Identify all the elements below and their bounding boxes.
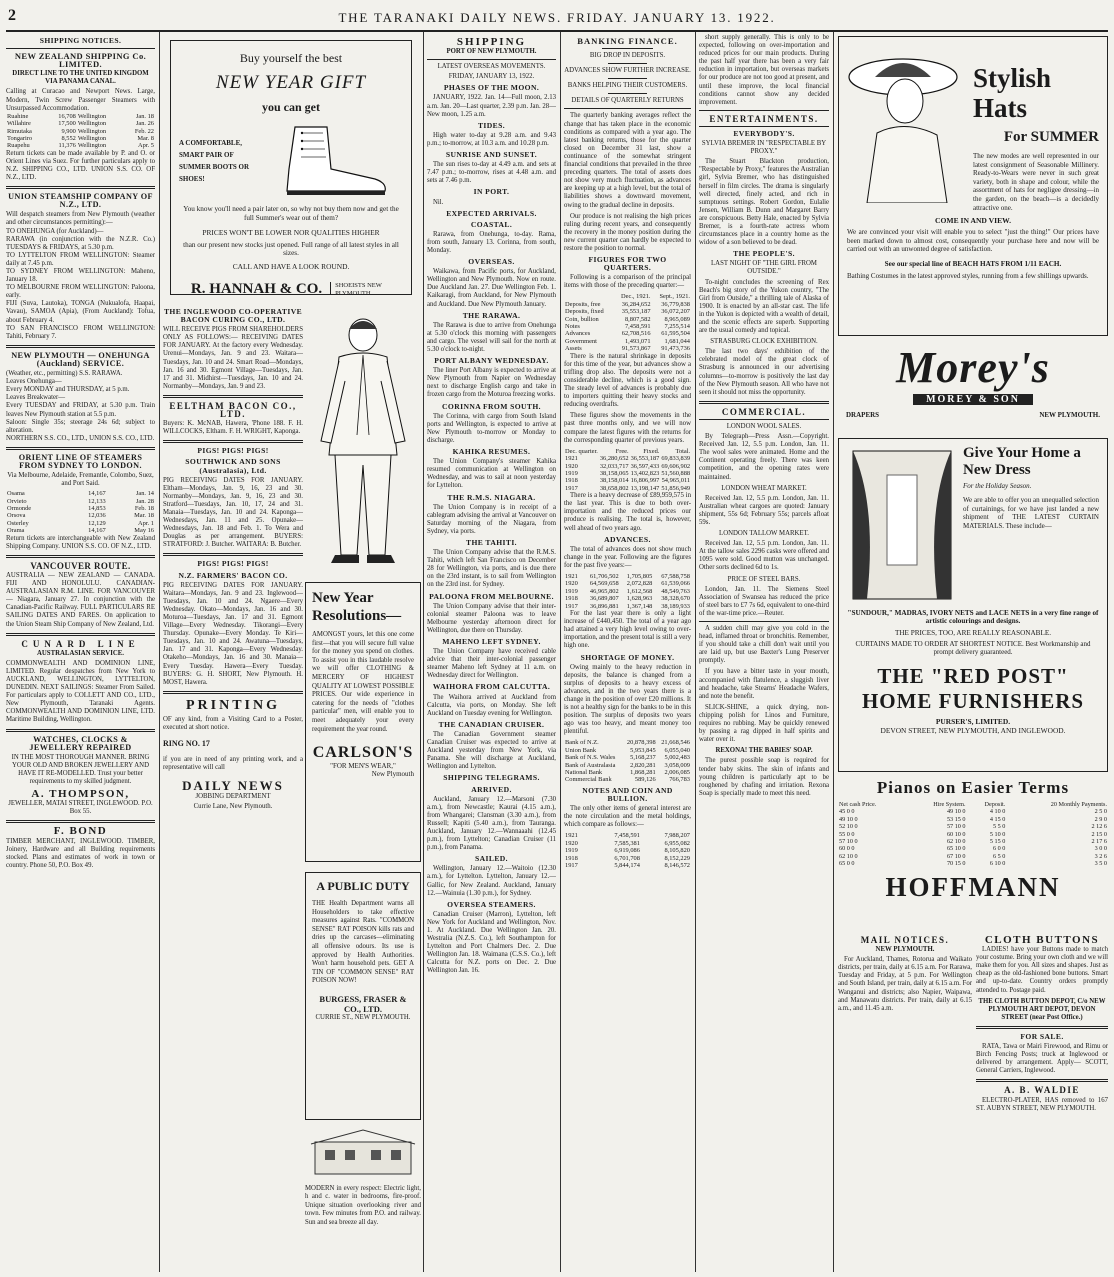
advertiser-logo: Morey's (896, 343, 1050, 392)
ad-body: Will despatch steamers from New Plymouth (weather and other circumstances permitting):— TO ONEHUNGA (for Auckland)— RARAWA (in conjunction with the N.Z.R. Co.) TUESDAYS & FRIDAYS, at 5.30 p.m. TO LYTTELTON FROM WELLINGTON: Steamer daily at 7.45 p.m. TO SYDNEY FROM WELLINGTON: Maheno, January 18. TO MELBOURNE FROM WELLINGTON: Paloona, early. FIJI (Suva, Lautoka), TONGA (Nukualofa, Haapai, Vavau), SAMOA (Apia), (From Auckland): Tofua, about February 4. TO SAN FRANCISCO FROM WELLINGTON: Tahiti, February 7. (6, 211, 155, 340)
column-rule (833, 32, 834, 1272)
ad-title: ORIENT LINE OF STEAMERS FROM SYDNEY TO LONDON. (18, 452, 143, 470)
rat-poison-ad (305, 872, 421, 1120)
ad-title: DAILY NEWS (182, 778, 284, 794)
advertiser-name: HOME FURNISHERS (861, 689, 1085, 713)
article-text: For the last year there is only a light increase of £440,450. The total of a year ago had attained a very high level owing to over-importation, and the present total is still a very high one. (564, 610, 691, 650)
sailing-table (6, 490, 155, 534)
article-text: The Union Company advise that their inter-colonial steamer Paloona was to leave Melbourne yesterday afternoon direct for Wellington, due there on Thursday. (427, 602, 556, 634)
advertiser-name: HOFFMANN (885, 871, 1061, 902)
article-text: Waikawa, from Pacific ports, for Auckland, Wellington and New Plymouth. Now en route. Due Auckland Jan. 27. Due Wellington Feb. 1. Kaikaragi, from Auckland, for New Plymouth and Auckland. Due New Plymouth January. (427, 268, 556, 308)
ad-title: SOUTHWICK AND SONS (Australasia), Ltd. (185, 457, 281, 475)
banks-table (564, 739, 691, 783)
article-text: If you have a bitter taste in your mouth, accompanied with flatulence, a sluggish liver and headache, take Stearns' Headache Wafers, and note the benefit. (699, 668, 829, 700)
ad-banner: PIGS! PIGS! PIGS! (197, 559, 269, 569)
table-row: Government 1,493,071 1,681,044 (565, 337, 690, 345)
advertiser-name: THE "RED POST" (877, 664, 1069, 688)
table-row: 1918 6,701,708 8,152,229 (565, 854, 690, 862)
advertiser-name: CARLSON'S (312, 744, 414, 762)
subhead: THE PEOPLE'S. (733, 249, 795, 259)
subhead: REXONA! THE BABIES' SOAP. (715, 747, 813, 755)
table-row: Union Bank 5,953,845 6,055,040 (565, 746, 690, 754)
section-subheading: LATEST OVERSEAS MOVEMENTS. (437, 63, 546, 71)
ad-body: THE PRICES, TOO, ARE REALLY REASONABLE. (894, 629, 1052, 637)
article-text: Received Jan. 12, 5.5 p.m. London, Jan. 11. Australian wheat cargoes are quoted: January shipment, 55s 6d; February 55s; parcels afloat 59s. (699, 494, 829, 526)
ad-address: THE CLOTH BUTTON DEPOT, C/o NEW PLYMOUTH ART DEPOT, DEVON STREET (near Post Office.) (978, 997, 1106, 1021)
divider (163, 553, 303, 556)
section-subheading: PORT OF NEW PLYMOUTH. (446, 48, 537, 56)
table-header: Net cash Price. Hire System. Deposit. 20 Monthly Payments. (839, 801, 1107, 808)
table-row: 60 0 0 65 10 0 6 0 0 3 0 0 (839, 845, 1107, 853)
table-row: Ruahine 16,708 Wellington Jan. 18 (7, 112, 154, 120)
advertiser-tag: SHOEISTS NEW PLYMOUTH (330, 282, 391, 296)
divider (608, 78, 646, 79)
section-heading: MAIL NOTICES. (860, 935, 950, 945)
divider (427, 59, 556, 60)
article-text: There is the natural shrinkage in deposits for this time of the year, but advances show a trifling drop also. The deposits were not a considerable decline, which is a good sign. The steady level of advances is probably due to importers quitting their heavy stocks and reducing overdrafts. (564, 352, 691, 409)
divider (6, 633, 155, 636)
advertiser-name: R. HANNAH & CO. (190, 281, 323, 295)
article-text: JANUARY, 1922. Jan. 14—Full moon, 2.13 a.m. Jan. 20—Last quarter, 2.39 p.m. Jan. 28—New moon, 1.25 a.m. (427, 94, 556, 118)
table-row: Ormonde 14,853 Feb. 18 (7, 505, 154, 513)
divider (699, 110, 829, 111)
ad-headline: CLOTH BUTTONS (984, 934, 1100, 946)
table-row: Orsova 12,036 Mar. 18 (7, 512, 154, 520)
subhead: PHASES OF THE MOON. (443, 83, 540, 93)
carlsons-ad (305, 582, 421, 862)
moreys-ad (838, 342, 1108, 432)
table-row: 65 0 0 70 15 0 6 10 0 3 5 0 (839, 860, 1107, 868)
ad-callout: COME IN AND VIEW. (935, 216, 1011, 226)
subhead: LONDON WOOL SALES. (726, 422, 802, 430)
ad-body: Bathing Costumes in the latest approved styles, running from a few shillings upwards. (847, 271, 1089, 280)
article-text: The purest possible soap is required for tender baby skins. The skin of infants and young children is particularly apt to be roughened by chafing and irritation. Rexona Soap is specially made to meet this need. (699, 757, 829, 797)
ad-offer: See our special line of BEACH HATS FROM 1/11 EACH. (884, 259, 1062, 268)
ad-body: (Weather, etc., permitting) S.S. RARAWA. Leaves Onehunga— Every MONDAY and THURSDAY, at 5 p.m. Leaves Breakwater— Every TUESDAY and FRIDAY, at 5.30 p.m. Train leaves New Plymouth station at 5.5 p.m. Saloon: Single 35s; steerage 24s 6d; subject to alteration. NORTHERN S.S. CO., LTD., UNION S.S. CO., LTD. (6, 370, 155, 442)
article-text: The total of advances does not show much change in the year. Following are the figures for the past five years:— (564, 545, 691, 569)
subhead: SYLVIA BREMER IN "RESPECTABLE BY PROXY." (701, 140, 827, 156)
red-post-ad (838, 438, 1108, 772)
article-text: Rarawa, from Onehunga, to-day. Rama, from south, January 13. Corinna, from south, Monday. (427, 230, 556, 254)
hotel-illustration (305, 1128, 421, 1176)
divider (699, 126, 829, 127)
table-row: National Bank 1,868,281 2,006,085 (565, 769, 690, 777)
ad-body: CURTAINS MADE TO ORDER AT SHORTEST NOTICE. Best Workmanship and prompt delivery guaranteed. (855, 640, 1091, 656)
lady-in-hat-illustration (847, 43, 967, 203)
ad-body: Buyers: K. McNAB, Hawera, 'Phone 188. F. H. WILLCOCKS, Eltham. F. H. WRIGHT, Kaponga. (163, 420, 303, 436)
table-row: Willahire 17,500 Wellington Jan. 26 (7, 120, 154, 128)
article-text: The only other items of general interest are the note circulation and the metal holdings, which compare as follows:— (564, 805, 691, 829)
article-text: The Union Company's steamer Kahika resumed communication at Wellington on Wednesday, and was to sail at noon yesterday for Lyttelton. (427, 458, 556, 490)
ad-title: NEW ZEALAND SHIPPING Co. LIMITED. (14, 51, 147, 70)
advertiser-address: DEVON STREET, NEW PLYMOUTH, AND INGLEWOOD. (880, 726, 1066, 735)
subhead: IN PORT. (473, 187, 510, 197)
ad-title: UNION STEAMSHIP COMPANY OF N.Z., LTD. (8, 192, 153, 210)
ad-body: PIG RECEIVING DATES FOR JANUARY. Eltham—Mondays, Jan. 9, 16, 23 and 30. Normanby—Mondays, Jan. 9, 16, 23 and 30. Stratford—Tuesdays, Jan. 10, 17, 24 and 31. Manaia—Tuesdays, Jan. 10 and 24. Kaponga—Wednesdays, Jan. 11 and 25. Opunake—Wednesdays, Jan. 18 and Feb. 1. To Wera and Douglas as per arrangement. BUYERS: STRATFORD: J. Butcher. WAITARA: B. Butcher. (163, 476, 303, 549)
subhead: ADVANCES. (604, 534, 651, 544)
subhead: TIDES. (477, 120, 506, 130)
table-row: 45 0 0 49 10 0 4 10 0 2 5 0 (839, 808, 1107, 816)
piano-price-table (838, 801, 1108, 868)
table-row: 1921 7,458,591 7,988,207 (565, 832, 690, 840)
section-heading: SHIPPING NOTICES. (39, 36, 122, 45)
subhead: COASTAL. (470, 219, 513, 229)
table-row: Bank of N.Z. 20,878,398 21,668,546 (565, 739, 690, 747)
table-row: Osterley 12,129 Apr. 1 (7, 519, 154, 527)
article-text: The sun rises to-day at 4.49 a.m. and sets at 7.47 p.m.; to-morrow, rises at 4.48 a.m. and sets at 7.46 p.m. (427, 161, 556, 185)
divider (699, 419, 829, 420)
table-row: Coin, bullion 8,807,582 8,965,089 (565, 315, 690, 323)
subhead: PORT ALBANY WEDNESDAY. (434, 356, 549, 366)
ad-title: FOR SALE. (1020, 1031, 1064, 1041)
subhead: CORINNA FROM SOUTH. (442, 401, 541, 411)
ad-subheadline: For SUMMER (1003, 129, 1099, 145)
ad-title: VANCOUVER ROUTE. (30, 560, 131, 571)
table-row: 1918 38,158,014 16,806,997 54,965,011 (565, 477, 691, 485)
divider (163, 395, 303, 398)
masthead (0, 0, 1114, 30)
subhead: SUNRISE AND SUNSET. (445, 150, 538, 160)
subhead: OVERSEA STEAMERS. (447, 899, 536, 909)
ad-title: EELTHAM BACON CO., LTD. (169, 400, 297, 420)
subhead: PRICE OF STEEL BARS. (727, 575, 801, 583)
article-text: The Union Company is in receipt of a cablegram advising the arrival at Vancouver on Saturday morning of the Niagara, from Sydney, via ports. (427, 503, 556, 535)
subhead: PALOONA FROM MELBOURNE. (429, 591, 554, 601)
table-row: Ruapehu 11,376 Wellington Apr. 5 (7, 142, 154, 150)
cloth-buttons-and-notices (976, 932, 1108, 1270)
ad-subtitle: AUSTRALASIAN SERVICE. (36, 649, 124, 657)
table-row: 49 10 0 53 15 0 4 15 0 2 9 0 (839, 815, 1107, 823)
table-row: 1917 5,844,174 8,146,572 (565, 861, 690, 869)
divider (163, 691, 303, 694)
subhead: SHIPPING TELEGRAMS. (443, 773, 540, 783)
column-shipping-notices (6, 34, 155, 1270)
gentleman-illustration (305, 305, 421, 575)
ad-body: COMMONWEALTH AND DOMINION LINE, LIMITED. Regular despatches from New York to AUCKLAND, WELLINGTON, LYTTELTON, DUNEDIN. NEXT SAILINGS: Steamer From Sailed. For particulars apply to COLLETT AND CO., LTD., New Plymouth, Taranaki Agents. COMMONWEALTH AND DOMINION LINE, LTD. Maritime Building, Wellington. (6, 659, 155, 724)
advertiser-name: A. B. WALDIE (1004, 1085, 1080, 1096)
ad-title: WATCHES, CLOCKS & JEWELLERY REPAIRED (29, 734, 132, 752)
table-row: 1921 36,280,652 36,553,187 69,833,839 (565, 455, 691, 463)
advertiser-address: CURRIE ST., NEW PLYMOUTH. (315, 1013, 411, 1021)
table-row: Notes 7,458,591 7,255,514 (565, 323, 690, 331)
table-row: Rimutaka 9,900 Wellington Feb. 22 (7, 127, 154, 135)
carlsons-illustration (305, 305, 421, 575)
ad-phone: RING NO. 17 (163, 739, 210, 749)
advertiser-name: MOREY & SON (913, 394, 1033, 405)
divider (699, 401, 829, 404)
table-row: Orama 14,167 May 16 (7, 527, 154, 535)
article-text: Wellington, January 12.—Waitoio (12.30 a.m.), for Lyttelton. Lyttelton, January 12.—Gallic, for New Zealand. Auckland, January 12.—Wainuia (1.30 p.m.), for Sydney. (427, 865, 556, 897)
article-text: Following is a comparison of the principal items with those of the preceding quarter:— (564, 274, 691, 290)
subhead: LAST NIGHT OF "THE GIRL FROM OUTSIDE." (711, 260, 817, 276)
table-row: Tongariro 8,552 Wellington Mar. 8 (7, 134, 154, 142)
advertiser-company: PURSER'S, LIMITED. (935, 717, 1011, 726)
figures-table (564, 293, 691, 352)
divider (6, 820, 155, 823)
article-deck: DETAILS OF QUARTERLY RETURNS (571, 97, 684, 105)
article-text: Nil. (433, 198, 444, 206)
ad-body: if you are in need of any printing work, and a representative will call (163, 756, 303, 772)
article-text: The Canadian Government steamer Canadian Cruiser was expected to arrive at Auckland yesterday from New York, via Panama. She will discharge at Auckland, Wellington and Lyttelton. (427, 730, 556, 771)
column-rule (423, 32, 424, 1272)
article-text: London, Jan. 11. The Siemens Steel Association of Swansea has reduced the price of steel bars to £7 7s 6d, equivalent to one-third of the war-time price.—Reuter. (699, 585, 829, 617)
divider (6, 555, 155, 558)
column-banking-finance (564, 34, 691, 1270)
article-text: The Corinna, with cargo from South Island ports and Wellington, is expected to arrive at New Plymouth to-morrow or Monday to discharge. (427, 412, 556, 444)
ad-subheadline: you can get (262, 100, 320, 114)
ad-headline: New Year Resolutions— (312, 590, 402, 624)
ad-body: AUSTRALIA — NEW ZEALAND — CANADA. FIJI AND HONOLULU. CANADIAN-AUSTRALASIAN R.M. LINE. FOR VANCOUVER— Niagara, January 27. In conjunction with the Canadian-Pacific Railway. FULL PARTICULARS RE SAILING DATES AND FARES. On application to the Union Steam Ship Company of New Zealand, Ltd. (6, 571, 155, 628)
article-text: For Auckland, Thames, Rotorua and Waikato districts, per train, daily at 6.15 a.m. For Rarawa, Tuesday and Friday, at 5 p.m. For Wellington and South Island, per train, daily at 6.15 a.m. For Wanganui and districts; also Napier, Waipawa, and Manawatu districts. Per train, daily at 6.15 a.m., and 11.45 a.m. (838, 956, 972, 1012)
ad-body: JEWELLER, MATAI STREET, INGLEWOOD. P.O. Box 55. (8, 800, 153, 816)
article-text: Owing mainly to the heavy reduction in deposits, the balance is changed from a surplus of deposits to a heavy excess of advances, and in the two years there is a change in the position of over £20 millions. It is not a healthy sign for the banks to be in this position. The surplus of deposits two years ago was too heavy, and meant money too plentiful. (564, 663, 691, 736)
table-header: Dec., 1921. Sept., 1921. (621, 293, 690, 301)
subhead: NOTES AND COIN AND BULLION. (582, 785, 673, 803)
table-row: Assets 91,573,867 91,473,736 (565, 345, 690, 353)
ad-body: WILL RECEIVE PIGS FROM SHAREHOLDERS ONLY AS FOLLOWS:— RECEIVING DATES FOR JANUARY. At the factory every Wednesday. Urenui—Mondays, Jan. 9 and 23. Waitara—Tuesdays, Jan. 10 and 24. Smart Road—Mondays, Jan. 16 and 30. Egmont Village—Tuesdays, Jan. 17 and 31. Midhirst—Tuesdays, Jan. 10 and 24. Normanby—Mondays, Jan. 9 and 23. (163, 326, 303, 390)
divider (699, 621, 829, 622)
mail-notices (838, 932, 972, 1270)
table-row: 62 10 0 67 10 0 6 5 0 3 2 6 (839, 852, 1107, 860)
table-row: 52 10 0 57 10 0 5 5 0 2 12 6 (839, 823, 1107, 831)
ad-body: The new modes are well represented in our latest consignment of Seasonable Millinery. Ready-to-Wears were never in such great variety, both in shape and colour, while the assortment of hats for negligee dressing—in the garden, on the beach—is a decidedly attractive one. (973, 152, 1099, 212)
table-row: 1919 46,965,802 1,612,568 48,549,763 (565, 587, 690, 595)
article-text: The Waihora arrived at Auckland from Calcutta, via ports, on Monday. She left Auckland on Tuesday evening for Wellington. (427, 693, 556, 717)
column-bacon-notices (163, 305, 303, 1270)
deposits-table (564, 448, 691, 492)
divider (6, 48, 155, 49)
ad-body: PIG RECEIVING DATES FOR JANUARY. Waitara—Mondays, Jan. 9 and 23. Inglewood—Tuesdays, Jan. 10 and 24. Ngaere—Every Wednesday. Okato—Mondays, Jan. 16 and 30. Moturoa—Tuesdays, Jan. 17 and 31. Egmont Village—Every Wednesday. Tikorangi—Every Thursday. Opunake—Every Monday. Te Kiri—Tuesdays, Jan. 10 and 24. Awatuna—Tuesdays, Jan. 17 and 31. Kaponga—Every Wednesday. Otakeho—Mondays, Jan. 16 and 30. Manaia—Every Tuesday. Hawera—Every Tuesday. BUYERS: G. H. SHORT, New Plymouth. H. MOST, Hawera. (163, 581, 303, 686)
table-row: 1918 36,689,807 1,628,963 38,328,670 (565, 595, 690, 603)
divider (608, 63, 646, 64)
article-text: These figures show the movements in the past three months only, and we will now compare the latest figures with the returns for the corresponding quarter of previous years. (564, 412, 691, 444)
article-deck: ADVANCES SHOW FURTHER INCREASE. (564, 67, 691, 75)
newspaper-title: THE TARANAKI DAILY NEWS. FRIDAY. JANUARY 13. 1922. (338, 10, 776, 25)
table-row: 1917 38,658,802 13,198,147 51,856,949 (565, 484, 691, 492)
subhead: THE TAHITI. (466, 537, 517, 547)
ad-footer: Return tickets are interchangeable with New Zealand Shipping Company. UNION S.S. CO. OF N.Z., LTD. (6, 534, 155, 550)
column-rule (560, 32, 561, 1272)
advances-table (564, 573, 691, 610)
table-row: Osama 14,167 Jan. 14 (7, 490, 154, 498)
table-row: 55 0 0 60 10 0 5 10 0 2 15 0 (839, 830, 1107, 838)
divider (6, 447, 155, 450)
ad-footer: Return tickets can be made available by P. and O. or Orient Lines via Suez. For further particulars apply to N.Z. SHIPPING CO., LTD. UNION S.S. CO. OF N.Z., LTD. (6, 149, 155, 182)
column-rule (159, 32, 160, 1272)
ad-headline: A PUBLIC DUTY (316, 879, 410, 893)
ad-body: ELECTRO-PLATER, HAS removed to 167 ST. AUBYN STREET, NEW PLYMOUTH. (976, 1096, 1108, 1112)
article-text: The Union Company have received cable advice that their inter-colonial passenger steamer Maheno left Sydney at 11 a.m. on Wednesday direct for Wellington. (427, 648, 556, 680)
column-rule (695, 32, 696, 1272)
ad-subtitle: Via Melbourne, Adelaide, Fremantle, Colombo, Suez, and Port Said. (7, 472, 154, 488)
ad-headline: Pianos on Easier Terms (876, 778, 1070, 797)
section-heading: ENTERTAINMENTS. (709, 113, 819, 124)
divider (608, 93, 646, 94)
ad-title: NEW PLYMOUTH — ONEHUNGA (Auckland) SERVICE. (11, 350, 150, 368)
article-text: Canadian Cruiser (Marron), Lyttelton, left New York for Auckland and Wellington, Nov. 1. At Auckland. Due Wellington Jan. 20. Westralia (N.Z.S. Co.), left Southampton for Lyttelton and Port Chalmers Dec. 2. Due Wellington Jan. 18. Waimana (C.S.S. Co.), left Calcutta for N.Z. ports on Dec. 2. Due Wellington Jan. 16. (427, 910, 556, 975)
ad-body: We are able to offer you an unequalled selection of curtainings, for we have just landed a new shipment of THE LATEST CURTAIN MATERIALS. These include— (963, 496, 1099, 530)
advertiser-trade: DRAPERS (846, 411, 880, 419)
ad-headline: Buy yourself the best (239, 51, 343, 65)
ad-body: IN THE MOST THOROUGH MANNER. BRING YOUR OLD AND BROKEN JEWELLERY AND HAVE IT RE-MODELLED. Trust your better requirements to my skilled judgment. (11, 753, 150, 786)
table-row: 1919 6,919,086 8,105,820 (565, 847, 690, 855)
article-text: Our produce is not realising the high prices ruling during recent years, and consequently the recovery in the money position during the new current quarter can hardly be expected to restore the position to normal. (564, 212, 691, 252)
table-row: Bank of N.S. Wales 5,168,237 5,002,483 (565, 754, 690, 762)
hoffmann-pianos-ad (838, 778, 1108, 926)
ad-body: TIMBER MERCHANT, INGLEWOOD. TIMBER, Joinery, Hardware and all Building requirements stocked. Plans and estimates of work in town or country. Phone 50, P.O. Box 49. (6, 837, 155, 869)
hannah-shoes-ad (170, 40, 412, 295)
subhead: THE R.M.S. NIAGARA. (447, 492, 536, 502)
ad-banner: PIGS! PIGS! PIGS! (197, 446, 269, 456)
subhead: STRASBURG CLOCK EXHIBITION. (710, 338, 818, 346)
divider (564, 108, 691, 109)
subhead: ARRIVED. (471, 784, 512, 794)
table-header: Dec. quarter. Free. Fixed. Total. (565, 447, 691, 455)
article-text: SLICK-SHINE, a quick drying, non-chipping polish for Linos and Furniture, requires no rubbing. May be quickly renewed by passing a rag dipped in half spirits and water over it. (699, 703, 829, 744)
stylish-hats-ad (838, 36, 1108, 336)
subhead: WAIHORA FROM CALCUTTA. (432, 682, 551, 692)
table-row: 1917 36,896,881 1,367,148 38,189,933 (565, 602, 690, 610)
divider (602, 48, 653, 49)
ad-body: than our present new stocks just opened. Full range of all latest styles in all sizes. (183, 241, 399, 257)
subhead: EXPECTED ARRIVALS. (446, 208, 537, 218)
table-row: 1919 38,158,065 13,402,823 51,560,888 (565, 469, 691, 477)
article-text: The Stuart Blackton production, "Respectable by Proxy," features the Australian girl, Sylvia Bremer, who has distinguished herself in film circles. The drama is singularly well directed, finely acted, and rich in sumptuous settings. Robert Gordon, Eulalie Jensen, William B. Dunn and Margaret Barry are conspicuous. Betty Hale, enacted by Sylvia Bremer, is a fourth-rate actress whom circumstances place in a country home as the widow of a son believed to be dead. (699, 158, 829, 247)
article-text: The last two days' exhibition of the celebrated model of the great clock of Strasburg is announced in our advertising columns—to-morrow is positively the last day of the New Plymouth season. All who have not seen it should not miss the opportunity. (699, 348, 829, 396)
subhead: THE RARAWA. (462, 310, 521, 320)
ad-body: MODERN in every respect: Electric light, h and c. water in bedrooms, fire-proof. Unique situation overlooking river and town. Few minutes from P.O. and railway. Sun and sea breeze all day. (305, 1185, 421, 1226)
article-text: The Rarawa is due to arrive from Onehunga at 5.30 o'clock this morning with passengers and cargo. The vessel will sail for the north at 5.30 o'clock to-night. (427, 321, 556, 353)
curtained-window-illustration (847, 445, 957, 605)
ad-body: AMONGST yours, let this one come first—that you will secure full value for the money you spend on clothes. To assist you in this laudable resolve we will offer CLOTHING & MERCERY OF HIGHEST QUALITY AT LOWEST POSSIBLE PRICES. Our wide experience in catering for the needs of "clothes particular" men, will enable you to meet adequately your every requirement the year round. (312, 631, 414, 733)
ad-headline-large: NEW YEAR GIFT (215, 72, 367, 93)
table-row: 57 10 0 62 10 0 5 15 0 2 17 6 (839, 838, 1107, 846)
table-row: Deposits, free 36,284,652 36,779,838 (565, 300, 690, 308)
divider (6, 186, 155, 189)
table-row: 1920 32,033,717 36,597,433 69,606,902 (565, 462, 691, 470)
table-row: Advances 62,708,516 61,595,504 (565, 330, 690, 338)
article-text: The liner Port Albany is expected to arrive at New Plymouth from Napier on Wednesday next to discharge English cargo and take in frozen cargo from the Moturoa freezing works. (427, 367, 556, 399)
divider (6, 729, 155, 732)
ad-offer: A COMFORTABLE, SMART PAIR OF SUMMER BOOTS OR SHOES! (179, 139, 250, 183)
ad-title: N.Z. FARMERS' BACON CO. (178, 570, 288, 580)
ad-subtitle: JOBBING DEPARTMENT (195, 792, 271, 800)
article-text: To-night concludes the screening of Rex Beach's big story of the Yukon country, "The Girl from Outside," a thrilling tale of Alaska of 1900. It is enacted by an all-star cast. The life in the Yukon is depicted with a wealth of detail, and the scenic effects are superb. Supporting are the usual comedy and topical. (699, 278, 829, 335)
article-text: A sudden chill may give you cold in the head, inflamed throat or bronchitis. Remember, if you should take a chill don't wait until you are laid up, but use Baxter's Lung Preserver promptly. (699, 625, 829, 665)
ad-body: CALL AND HAVE A LOOK ROUND. (232, 262, 350, 271)
subhead: LONDON TALLOW MARKET. (719, 530, 809, 538)
hotel-ad (305, 1128, 421, 1268)
article-text: There is a heavy decrease of £89,959,575 in the last year. This is due to both over-importation and the reduced prices our produce is realising. The total is, however, well ahead of two years ago. (564, 492, 691, 532)
sailing-table (6, 113, 155, 150)
subhead: KAHIKA RESUMES. (452, 447, 531, 457)
ad-body: LADIES! have your Buttons made to match your costume. Bring your own cloth and we will make them for you. All sizes and shapes. Just as cheap as the old-fashioned bone buttons. Smart and up-to-date. Country orders promptly attended to. Postage paid. (976, 946, 1108, 994)
article-text: High water to-day at 9.28 a.m. and 9.43 p.m.; to-morrow, at 10.3 a.m. and 10.28 p.m. (427, 131, 556, 147)
subhead: FIGURES FOR TWO QUARTERS. (588, 255, 667, 273)
subhead: OVERSEAS. (468, 257, 515, 267)
advertiser-town: NEW PLYMOUTH. (1039, 411, 1100, 419)
article-deck: BANKS HELPING THEIR CUSTOMERS. (567, 82, 688, 90)
ad-body: PRICES WON'T BE LOWER NOR QUALITIES HIGHER (202, 228, 380, 237)
divider (976, 1026, 1108, 1029)
subhead: MAHENO LEFT SYDNEY. (442, 637, 541, 646)
advertiser-town: New Plymouth (371, 770, 414, 779)
ad-subheadline: For the Holiday Season. (963, 482, 1032, 490)
ad-title: THE INGLEWOOD CO-OPERATIVE BACON CURING CO., LTD. (163, 307, 303, 325)
section-subheading: NEW PLYMOUTH. (875, 946, 935, 954)
subhead: EVERYBODY'S. (733, 128, 795, 138)
ad-body: OF any kind, from a Visiting Card to a Poster, executed at short notice. (163, 715, 303, 732)
table-row: Orvieto 12,133 Jan. 28 (7, 497, 154, 505)
article-headline: BANKING FINANCE. (577, 36, 678, 46)
table-row: Commercial Bank 589,126 766,783 (565, 776, 690, 784)
table-row: 1921 61,706,502 1,705,805 67,588,758 (565, 573, 690, 580)
subhead: SHORTAGE OF MONEY. (580, 652, 675, 662)
table-row: 1920 7,585,381 6,955,082 (565, 839, 690, 847)
article-text: Auckland, January 12.—Marsoni (7.30 a.m.), from Newcastle; Kaurai (4.15 a.m.), from Whangarei; Clansman (3.30 a.m.), from Russell; Kapiti (5.40 a.m.), from Tauranga. Auckland, January 12.—Wannaaahi (12.45 p.m.), from Lyttelton; Canadian Cruiser (11 p.m.), from Panama. (427, 795, 556, 852)
boot-illustration (257, 121, 397, 201)
ad-headline: Give Your Home a New Dress (963, 445, 1081, 478)
section-heading: COMMERCIAL. (721, 406, 807, 417)
ad-title: PRINTING (185, 697, 280, 713)
ad-body: Calling at Curacao and Newport News. Large, Modern, Twin Screw Passenger Steamers with Unsurpassed Accommodation. (6, 88, 155, 112)
ad-subtitle: DIRECT LINE TO THE UNITED KINGDOM VIA PANAMA CANAL. (12, 70, 149, 86)
masthead-rule (6, 30, 1108, 32)
dateline: FRIDAY, JANUARY 13, 1922. (448, 73, 535, 81)
subhead: SAILED. (475, 854, 508, 864)
advertiser-name: A. THOMPSON, (31, 788, 130, 801)
column-shipping-news (427, 34, 556, 1270)
subhead: THE CANADIAN CRUISER. (438, 719, 545, 729)
table-row: 1920 64,569,658 2,072,828 61,539,066 (565, 580, 690, 588)
divider (163, 440, 303, 443)
advertiser-tag: "FOR MEN'S WEAR," (330, 762, 396, 771)
column-entertainments-commercial (699, 34, 829, 1270)
ad-body: RATA, Tawa or Mairi Firewood, and Rimu or Birch Fencing Posts; truck at Inglewood or delivered by arrangement. Apply— SCOTT, General Carriers, Inglewood. (976, 1043, 1108, 1075)
divider (976, 1079, 1108, 1082)
table-row: Deposits, fixed 35,553,187 36,072,207 (565, 308, 690, 316)
article-text: short supply generally. This is only to be expected, following on over-importation and reduced prices for our main products. During the past half year there has been a very fair reduction in importation, but overseas markets for our produce are not too good at present, and until these improve, the local financial conditions cannot show any decided improvement. (699, 34, 829, 106)
ad-body: THE Health Department warns all Householders to take effective measures against Rats. "COMMON SENSE" RAT POISON kills rats and dries up the carcases—eliminating all offensive odours. Its use is approved by Health Authorities. Won't harm household pets. GET A TIN OF "COMMON SENSE" RAT POISON NOW! (312, 900, 414, 985)
notes-table (564, 832, 691, 869)
ad-headline: Stylish Hats (973, 63, 1052, 123)
divider (6, 345, 155, 348)
article-text: The quarterly banking averages reflect the change that has taken place in the economic conditions as compared with a year ago. The latest banking returns, those for the quarter closed on December 31 last, show a continuance of the somewhat stringent financial conditions that prevailed in the three preceding quarters. The total of assets does not show very much fluctuation, as advances are keeping up at a high level, but the total of liabilities shows a downward movement, owing to the gradual decline in deposits. (564, 112, 691, 209)
table-row: Bank of Australasia 2,820,281 3,058,009 (565, 761, 690, 769)
subhead: LONDON WHEAT MARKET. (721, 484, 807, 492)
article-text: Received Jan. 12, 5.5 p.m. London, Jan. 11. At the tallow sales 2296 casks were offered and 1095 were sold. Good mutton was unchanged. Other sorts declined 6d to 1s. (699, 540, 829, 572)
advertiser-name: BURGESS, FRASER & CO., LTD. (319, 993, 407, 1014)
page-number: 2 (8, 7, 16, 24)
advertiser-name: F. BOND (53, 825, 108, 838)
article-text: By Telegraph—Press Assn.—Copyright. Received Jan. 12, 5.5 p.m. London, Jan. 11. The wool sales were animated. Home and the Continent operating freely. There was keen competition, and the opening rates were maintained. (699, 433, 829, 481)
article-text: The Union Company advise that the R.M.S. Tahiti, which left San Francisco on December 28 for Wellington, via ports, and is due there on the 23rd instant, is to sail from Wellington on the 23rd inst. for Sydney. (427, 549, 556, 589)
ad-offer: "SUNDOUR," MADRAS, IVORY NETS and LACE NETS in a very fine range of artistic colourings and designs. (847, 609, 1099, 625)
ad-body: We are convinced your visit will enable you to select "just the thing!" Our prices have been marked down to almost cost, consequently your purchase here and now will be carried out with an unwonted degree of satisfaction. (847, 228, 1099, 254)
ad-address: Currie Lane, New Plymouth. (193, 802, 273, 810)
section-heading: SHIPPING (456, 36, 527, 48)
article-deck: BIG DROP IN DEPOSITS. (589, 52, 666, 60)
ad-title: CUNARD LINE (21, 638, 140, 649)
ad-body: You know you'll need a pair later on, so why not buy them now and get the full Summer's wear out of them? (183, 205, 399, 222)
